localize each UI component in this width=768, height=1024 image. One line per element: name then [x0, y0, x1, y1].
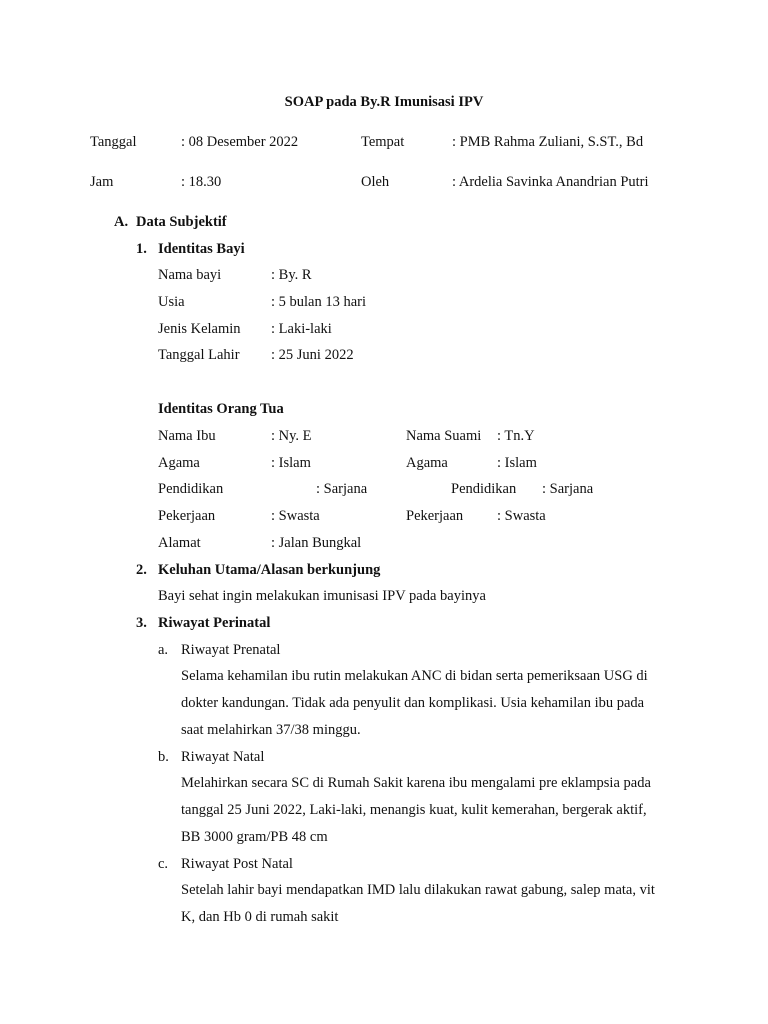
field-value: : Laki-laki: [271, 321, 332, 337]
item-2-marker: 2.: [136, 562, 147, 578]
sub-a-marker: a.: [158, 642, 169, 658]
sub-a-line: dokter kandungan. Tidak ada penyulit dan komplikasi. Usia kehamilan ibu pada: [181, 695, 645, 711]
item-1-title: Identitas Bayi: [158, 241, 245, 257]
field-label: Nama bayi: [158, 267, 222, 283]
parents-title: Identitas Orang Tua: [158, 401, 284, 417]
parent-label: Pekerjaan: [158, 508, 216, 524]
parent-value: : Ny. E: [271, 428, 312, 444]
field-label: Tanggal Lahir: [158, 347, 240, 363]
sub-c-line: K, dan Hb 0 di rumah sakit: [181, 909, 339, 925]
parent-value: : Swasta: [497, 508, 546, 524]
sub-a-line: Selama kehamilan ibu rutin melakukan ANC di bidan serta pemeriksaan USG di: [181, 668, 648, 684]
parent-value: : Jalan Bungkal: [271, 535, 362, 551]
sub-c-marker: c.: [158, 856, 169, 872]
sub-a-title: Riwayat Prenatal: [181, 642, 281, 658]
section-a-title: Data Subjektif: [136, 214, 227, 230]
sub-b-line: BB 3000 gram/PB 48 cm: [181, 829, 328, 845]
sub-a-line: saat melahirkan 37/38 minggu.: [181, 722, 361, 738]
sub-b-title: Riwayat Natal: [181, 749, 265, 765]
sub-b-line: tanggal 25 Juni 2022, Laki-laki, menangis kuat, kulit kemerahan, bergerak aktif,: [181, 802, 647, 818]
parent-label: Agama: [406, 455, 448, 471]
item-3-title: Riwayat Perinatal: [158, 615, 271, 631]
item-2-title: Keluhan Utama/Alasan berkunjung: [158, 562, 381, 578]
document-title: SOAP pada By.R Imunisasi IPV: [284, 94, 484, 110]
jam-value: : 18.30: [181, 174, 222, 190]
parent-value: : Islam: [497, 455, 537, 471]
parent-value: : Islam: [271, 455, 311, 471]
oleh-label: Oleh: [361, 174, 390, 190]
parent-label: Nama Suami: [406, 428, 482, 444]
sub-b-line: Melahirkan secara SC di Rumah Sakit karena ibu mengalami pre eklampsia pada: [181, 775, 651, 791]
item-1-marker: 1.: [136, 241, 147, 257]
parent-value: : Sarjana: [316, 481, 368, 497]
field-value: : 5 bulan 13 hari: [271, 294, 367, 310]
parent-value: : Sarjana: [542, 481, 594, 497]
tanggal-value: : 08 Desember 2022: [181, 134, 299, 150]
parent-value: : Swasta: [271, 508, 320, 524]
item-3-marker: 3.: [136, 615, 147, 631]
item-2-text: Bayi sehat ingin melakukan imunisasi IPV pada bayinya: [158, 588, 486, 604]
parent-label: Nama Ibu: [158, 428, 216, 444]
parent-label: Agama: [158, 455, 200, 471]
tanggal-label: Tanggal: [90, 134, 137, 150]
sub-c-line: Setelah lahir bayi mendapatkan IMD lalu dilakukan rawat gabung, salep mata, vit: [181, 882, 655, 898]
sub-c-title: Riwayat Post Natal: [181, 856, 293, 872]
parent-label: Pendidikan: [158, 481, 224, 497]
tempat-label: Tempat: [361, 134, 405, 150]
field-value: : 25 Juni 2022: [271, 347, 354, 363]
section-a-marker: A.: [114, 214, 129, 230]
parent-label: Alamat: [158, 535, 201, 551]
field-label: Jenis Kelamin: [158, 321, 241, 337]
jam-label: Jam: [90, 174, 114, 190]
parent-value: : Tn.Y: [497, 428, 535, 444]
field-value: : By. R: [271, 267, 312, 283]
sub-b-marker: b.: [158, 749, 169, 765]
oleh-value: : Ardelia Savinka Anandrian Putri: [452, 174, 649, 190]
field-label: Usia: [158, 294, 185, 310]
parent-label: Pekerjaan: [406, 508, 464, 524]
parent-label: Pendidikan: [451, 481, 517, 497]
tempat-value: : PMB Rahma Zuliani, S.ST., Bd: [452, 134, 644, 150]
